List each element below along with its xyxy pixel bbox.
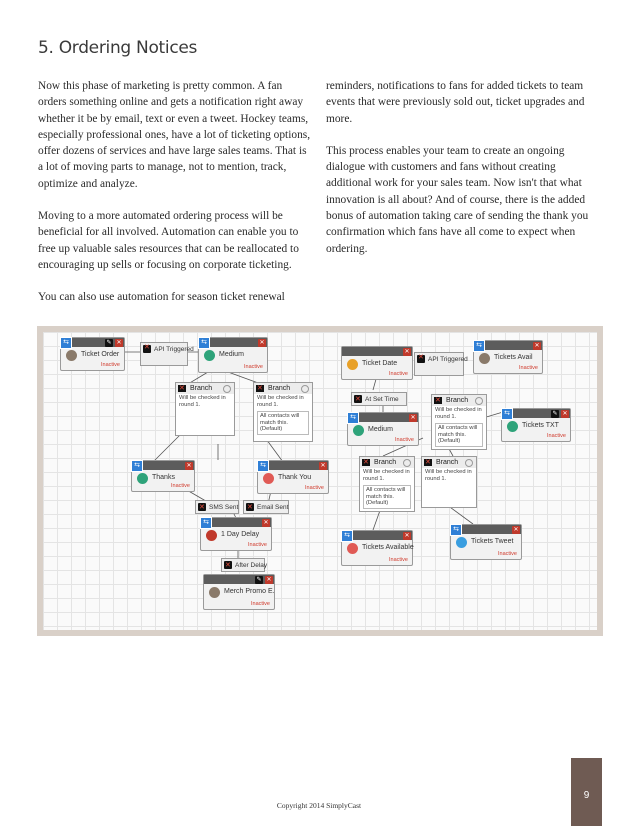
node-type-icon: ⇆ <box>257 460 269 472</box>
delete-icon[interactable]: ✕ <box>320 463 326 469</box>
node-type-icon: ⇆ <box>473 340 485 352</box>
delete-icon[interactable]: ✕ <box>404 349 410 355</box>
node-type-icon: ⇆ <box>501 408 513 420</box>
edit-icon[interactable]: ✎ <box>552 411 558 417</box>
delete-icon[interactable]: ✕ <box>562 411 568 417</box>
paragraph: reminders, notifications to fans for added tickets to team events that were previously sold out, ticket upgrades and more. <box>326 80 585 125</box>
status-ring-icon <box>403 459 411 467</box>
delete-icon[interactable]: ✕ <box>404 533 410 539</box>
node-type-icon: ⇆ <box>198 337 210 349</box>
sms-icon <box>137 473 148 484</box>
workflow-node[interactable]: ⇆ ✕ Medium Inactive <box>198 337 268 373</box>
close-icon[interactable] <box>434 397 442 404</box>
delete-icon[interactable]: ✕ <box>116 340 122 346</box>
trigger-api-triggered[interactable]: ✕ API Triggered <box>414 352 464 376</box>
workflow-node[interactable]: ⇆ ✕ Thanks Inactive <box>131 460 195 492</box>
section-title: 5. Ordering Notices <box>38 38 198 58</box>
branch-node[interactable]: ✕ Branch Will be checked in round 1. All contacts will match this. (Default) <box>431 394 487 450</box>
edit-icon[interactable]: ✎ <box>106 340 112 346</box>
branch-node[interactable]: ✕ Branch Will be checked in round 1. All contacts will match this. (Default) <box>359 456 415 512</box>
status-ring-icon <box>223 385 231 393</box>
sms-icon <box>204 350 215 361</box>
close-icon[interactable] <box>424 459 432 466</box>
close-icon[interactable] <box>224 561 232 569</box>
workflow-node[interactable]: ⇆ ✕ Tickets Tweet Inactive <box>450 524 522 560</box>
delete-icon[interactable]: ✕ <box>513 527 519 533</box>
twitter-icon <box>456 537 467 548</box>
trigger-api-triggered[interactable]: ✕ API Triggered <box>140 342 188 366</box>
node-type-icon: ⇆ <box>347 412 359 424</box>
delete-icon[interactable]: ✕ <box>410 415 416 421</box>
workflow-node[interactable]: ⇆ ✕ Thank You Inactive <box>257 460 329 494</box>
node-type-icon: ⇆ <box>60 337 72 349</box>
status-ring-icon <box>301 385 309 393</box>
workflow-node[interactable]: ⇆ ✕ Tickets Available Inactive <box>341 530 413 566</box>
email-icon <box>209 587 220 598</box>
workflow-node[interactable]: ⇆ ✕ 1 Day Delay Inactive <box>200 517 272 551</box>
workflow-node[interactable]: ⇆ ✕ Medium Inactive <box>347 412 419 446</box>
paragraph: Now this phase of marketing is pretty common. A fan orders something online and gets a notification right away whether it be by email, text or even a tweet. Hockey teams, especially professional ones, have a lot of ticketing options, offer dozens of services and have large sales teams. That is a lot of moving parts to manage, not to mention, track, optimize and analyze. <box>38 80 311 190</box>
workflow-node[interactable]: ✎ ✕ Merch Promo E. Inactive <box>203 574 275 610</box>
delete-icon[interactable]: ✕ <box>263 520 269 526</box>
paragraph: This process enables your team to create an ongoing dialogue with customers and fans without creating additional work for your sales team. Now isn't that what innovation is all about? And of course, there is the added bonus of automation taking care of sending the thank you confirmation which fans have all come to expect when ordering. <box>326 144 589 255</box>
node-type-icon: ⇆ <box>200 517 212 529</box>
sms-icon <box>507 421 518 432</box>
workflow-node[interactable]: ⇆ ✎ ✕ Ticket Order Inactive <box>60 337 125 371</box>
delete-icon[interactable]: ✕ <box>266 577 272 583</box>
close-icon[interactable] <box>256 385 264 392</box>
edit-icon[interactable]: ✎ <box>256 577 262 583</box>
delay-clock-icon <box>206 530 217 541</box>
status-ring-icon <box>465 459 473 467</box>
branch-node[interactable]: ✕ Branch Will be checked in round 1. <box>421 456 477 508</box>
email-icon <box>66 350 77 361</box>
email-icon <box>347 543 358 554</box>
close-icon[interactable] <box>354 395 362 403</box>
node-type-icon: ⇆ <box>131 460 143 472</box>
close-icon[interactable] <box>362 459 370 466</box>
email-icon <box>479 353 490 364</box>
node-type-icon: ⇆ <box>341 530 353 542</box>
close-icon[interactable] <box>198 503 206 511</box>
status-ring-icon <box>475 397 483 405</box>
close-icon[interactable] <box>246 503 254 511</box>
page-number: 9 <box>583 790 590 801</box>
delete-icon[interactable]: ✕ <box>534 343 540 349</box>
branch-node[interactable]: ✕ Branch Will be checked in round 1. <box>175 382 235 436</box>
workflow-node[interactable]: ⇆ ✎ ✕ Tickets TXT Inactive <box>501 408 571 442</box>
node-type-icon: ⇆ <box>450 524 462 536</box>
trigger-after-delay[interactable]: ✕ After Delay <box>221 558 265 572</box>
left-column <box>38 78 311 322</box>
close-icon[interactable] <box>143 345 151 353</box>
branch-node[interactable]: ✕ Branch Will be checked in round 1. All contacts will match this. (Default) <box>253 382 313 442</box>
workflow-node[interactable]: ✕ Ticket Date Inactive <box>341 346 413 380</box>
workflow-node[interactable]: ⇆ ✕ Tickets Avail Inactive <box>473 340 543 374</box>
close-icon[interactable] <box>417 355 425 363</box>
calendar-icon <box>347 359 358 370</box>
delete-icon[interactable]: ✕ <box>186 463 192 469</box>
right-column <box>326 78 599 273</box>
workflow-diagram <box>37 326 603 636</box>
trigger-email-sent[interactable]: ✕ Email Sent <box>243 500 289 514</box>
email-icon <box>263 473 274 484</box>
trigger-at-set-time[interactable]: ✕ At Set Time <box>351 392 407 406</box>
copyright-footer: Copyright 2014 SimplyCast <box>276 801 362 810</box>
close-icon[interactable] <box>178 385 186 392</box>
paragraph: You can also use automation for season ticket renewal <box>38 291 285 304</box>
paragraph: Moving to a more automated ordering process will be beneficial for all involved. Automation can enable you to free up valuable sales resources that can be reallocated to encouraging up sells or focusing on corporate ticketing. <box>38 210 299 271</box>
delete-icon[interactable]: ✕ <box>259 340 265 346</box>
trigger-sms-sent[interactable]: ✕ SMS Sent <box>195 500 239 514</box>
sms-icon <box>353 425 364 436</box>
